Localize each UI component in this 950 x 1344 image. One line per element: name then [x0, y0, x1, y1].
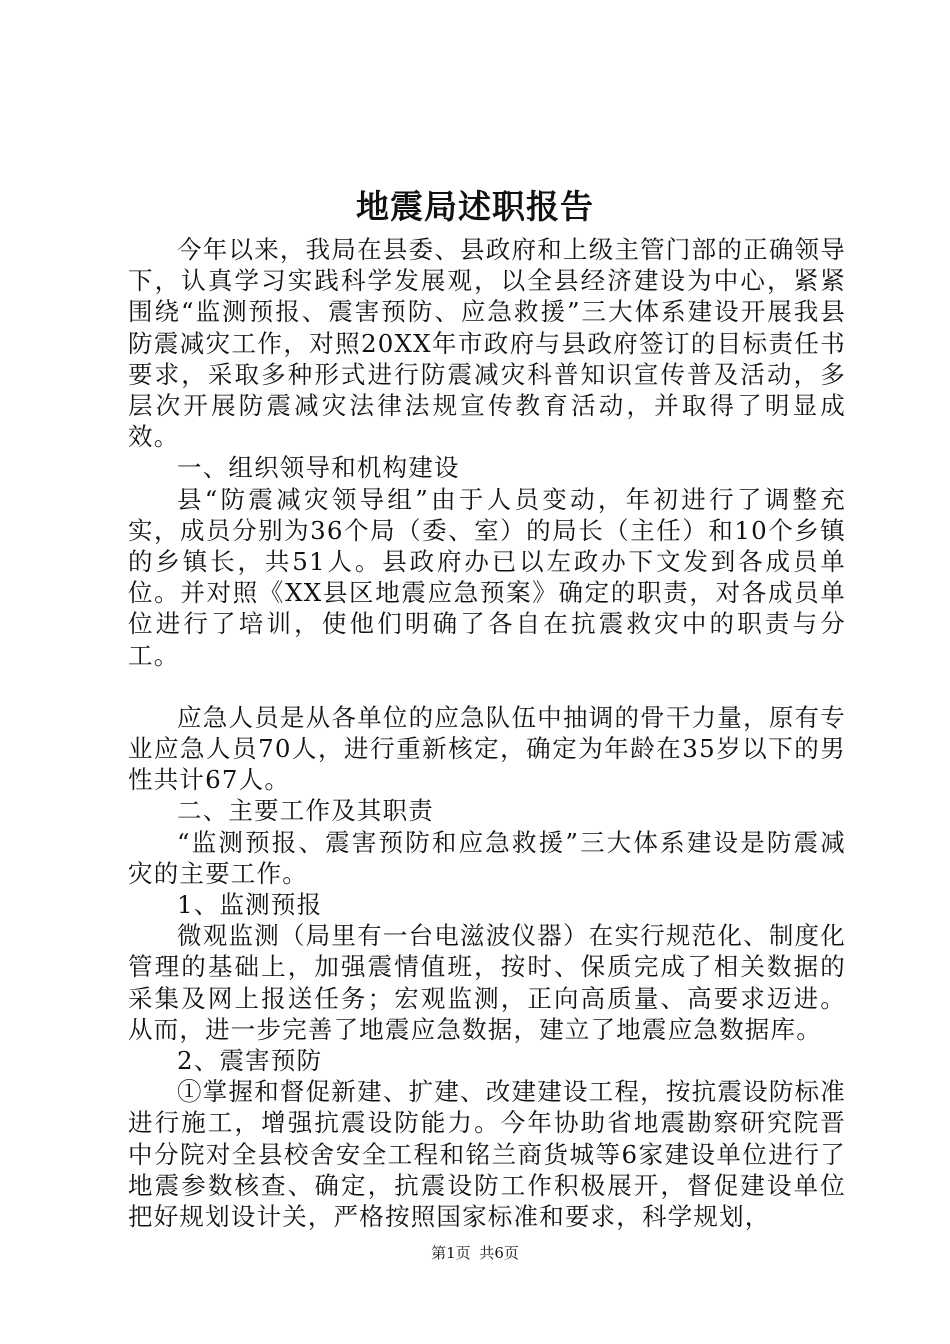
document-title: 地震局述职报告 [356, 187, 594, 226]
page-total: 共6页 [479, 1244, 519, 1262]
subsection-heading-2: 2、震害预防 [177, 1046, 323, 1076]
body-paragraph: 应急人员是从各单位的应急队伍中抽调的骨干力量，原有专业应急人员70人，进行重新核定，确定为年龄在35岁以下的男性共计67人。 [128, 702, 846, 795]
section-heading-2: 二、主要工作及其职责 [177, 796, 434, 826]
body-paragraph: 县“防震减灾领导组”由于人员变动，年初进行了调整充实，成员分别为36个局（委、室）的局长（主任）和10个乡镇的乡镇长，共51人。县政府办已以左政办下文发到各成员单位。并对照《XX县区地震应急预案》确定的职责，对各成员单位进行了培训，使他们明确了各自在抗震救灾中的职责与分工。 [128, 484, 846, 670]
subsection-heading-1: 1、监测预报 [177, 890, 323, 920]
document-body [128, 234, 846, 1232]
body-paragraph: “监测预报、震害预防和应急救援”三大体系建设是防震减灾的主要工作。 [128, 827, 846, 888]
page-number: 第1页 [431, 1244, 471, 1262]
page-footer [0, 1243, 950, 1263]
section-heading-1: 一、组织领导和机构建设 [177, 453, 460, 483]
body-paragraph: 微观监测（局里有一台电滋波仪器）在实行规范化、制度化管理的基础上，加强震情值班，按时、保质完成了相关数据的采集及网上报送任务；宏观监测，正向高质量、高要求迈进。从而，进一步完善了地震应急数据，建立了地震应急数据库。 [128, 921, 846, 1044]
body-paragraph: ①掌握和督促新建、扩建、改建建设工程，按抗震设防标准进行施工，增强抗震设防能力。今年协助省地震勘察研究院晋中分院对全县校舍安全工程和铭兰商货城等6家建设单位进行了地震参数核查、确定，抗震设防工作积极展开，督促建设单位把好规划设计关，严格按照国家标准和要求，科学规划， [128, 1077, 846, 1232]
intro-paragraph: 今年以来，我局在县委、县政府和上级主管门部的正确领导下，认真学习实践科学发展观，以全县经济建设为中心，紧紧围绕“监测预报、震害预防、应急救援”三大体系建设开展我县防震减灾工作，对照20XX年市政府与县政府签订的目标责任书要求，采取多种形式进行防震减灾科普知识宣传普及活动，多层次开展防震减灾法律法规宣传教育活动，并取得了明显成效。 [128, 235, 846, 452]
